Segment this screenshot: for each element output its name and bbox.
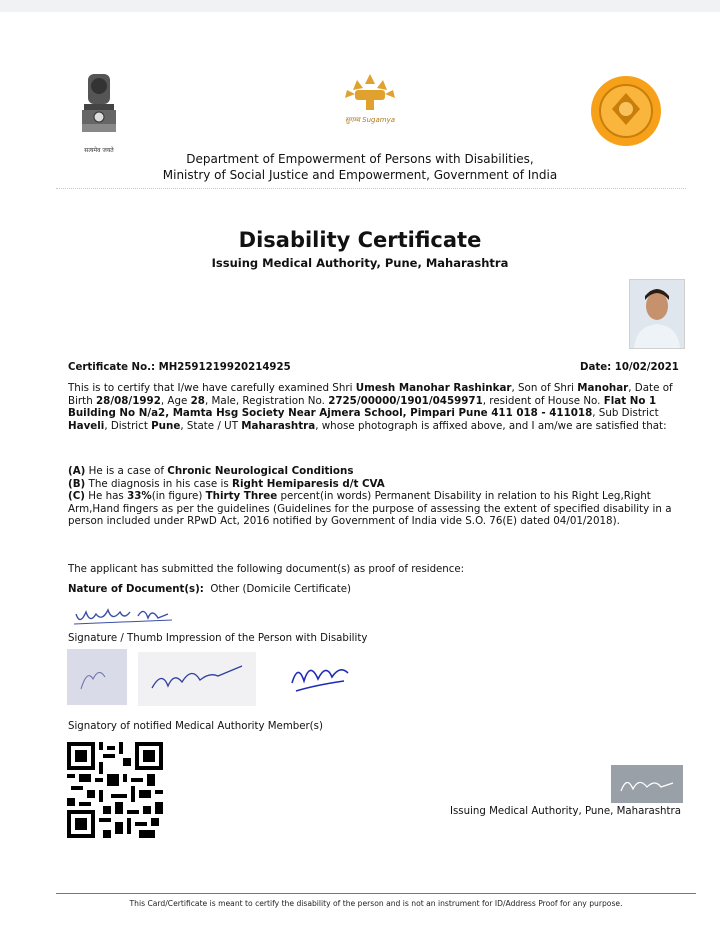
disability-percent-words: Thirty Three [205,490,278,502]
sub-district: Haveli [68,419,105,432]
clause-label: (C) [68,490,85,502]
clause-text: He is a case of [88,465,164,477]
members-caption: Signatory of notified Medical Authority Member(s) [68,721,323,732]
member-signature-2 [138,652,256,706]
applicant-name: Umesh Manohar Rashinkar [355,382,512,394]
page-subtitle: Issuing Medical Authority, Pune, Maharashtra [211,256,509,270]
certificate-number-value: MH2591219920214925 [158,362,291,373]
certificate-date-label: Date: [580,362,612,373]
clause-a [68,465,686,478]
certificate-number [68,362,291,375]
signature-caption: Signature / Thumb Impression of the Person with Disability [68,633,368,644]
clause-text: The diagnosis in his case is [88,477,229,490]
top-bar [0,0,720,12]
national-emblem [74,72,124,154]
clause-b [68,478,686,491]
nature-value: Other (Domicile Certificate) [210,584,351,595]
certificate-date [580,362,679,375]
body-text: , State / UT [180,419,238,432]
footer-disclaimer: This Card/Certificate is meant to certify the disability of the person and is not an instrument for ID/Address Proof for any purpose. [129,899,623,908]
district: Pune [151,419,181,432]
clause-text: percent(in words) Permanent Disability in relation to his Right Leg,Right Arm,Hand fingers as per the guidelines (Guidelines for the purpose of assessing the extent of specified disability in a person included under RPwD Act, 2016 notified by Government of India vide S.O. 76(E) dated 04/01/2018). [68,490,672,527]
header-divider [56,188,686,189]
body-text: , Age [160,394,188,407]
footer-divider [56,893,696,894]
body-text: , District [104,419,148,432]
certificate-number-label: Certificate No.: [68,362,156,373]
clause-c [68,490,686,528]
body-text: , Sub District [592,407,659,419]
residence-intro: The applicant has submitted the following document(s) as proof of residence: [68,564,465,575]
authority-signature [611,765,683,803]
state: Maharashtra [241,419,316,432]
father-name: Manohar [577,382,629,394]
qr-code[interactable] [67,742,163,838]
logo-center-text: सुगम्य Sugamya [344,116,396,124]
clause-label: (A) [68,465,86,477]
clause-text: (in figure) [151,490,203,502]
body-text: , Date of Birth [68,382,673,407]
body-text: , whose photograph is affixed above, and I am/we are satisfied that: [315,419,667,432]
body-text: , Son of Shri [511,382,575,394]
disability-percent: 33% [127,490,152,502]
clauses-block [68,465,686,528]
sugamya-logo [335,72,405,132]
registration-number: 2725/00000/1901/0459971 [328,394,483,407]
member-signature-3 [286,655,356,700]
applicant-signature [72,600,192,630]
issuing-authority-caption: Issuing Medical Authority, Pune, Maharashtra [450,806,681,817]
body-text: This is to certify that I/we have carefully examined Shri [68,382,353,394]
certificate-date-value: 10/02/2021 [614,362,679,373]
body-text: , resident of House No. [482,394,601,407]
body-text: , Male, Registration No. [204,394,325,407]
maharashtra-seal [590,75,662,147]
nature-of-document [68,584,351,597]
address: Flat No 1 Building No N/a2, Mamta Hsg Society Near Ajmera School, Pimpari Pune 411 018 - 411018 [68,394,657,419]
clause-value: Chronic Neurological Conditions [167,465,354,477]
clause-text: He has [88,490,124,502]
nature-label: Nature of Document(s): [68,584,204,595]
age: 28 [190,394,205,407]
clause-value: Right Hemiparesis d/t CVA [232,477,385,490]
member-signature-1 [67,649,127,705]
date-of-birth: 28/08/1992 [96,394,161,407]
emblem-motto: सत्यमेव जयते [84,147,114,154]
header-line-1: Department of Empowerment of Persons with Disabilities, [186,152,534,166]
header-line-2: Ministry of Social Justice and Empowerment, Government of India [162,168,558,182]
applicant-photo [629,279,685,349]
page-title: Disability Certificate [238,228,482,252]
clause-label: (B) [68,477,86,490]
certification-paragraph [68,382,686,432]
